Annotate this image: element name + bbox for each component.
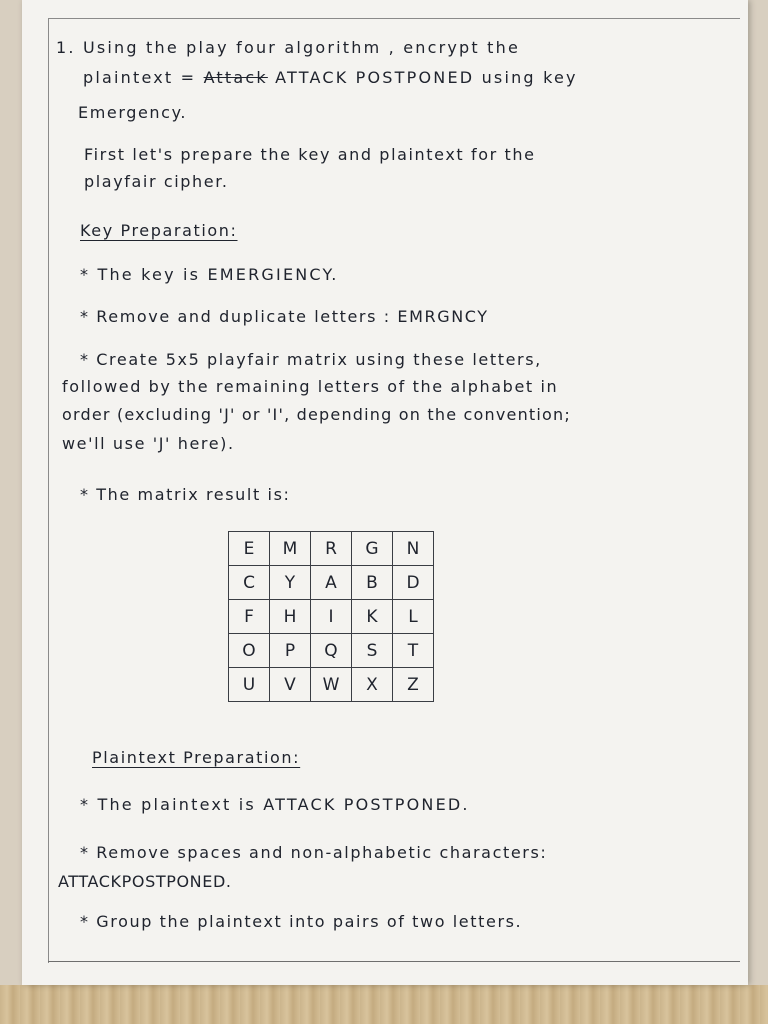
matrix-cell: Y xyxy=(270,566,311,600)
plaintext-value: ATTACK POSTPONED using key xyxy=(267,68,578,87)
create-matrix-line-1: * Create 5x5 playfair matrix using these letters, xyxy=(80,350,542,369)
question-line-3: Emergency. xyxy=(78,103,188,122)
intro-line-1: First let's prepare the key and plaintext for the xyxy=(84,145,536,164)
matrix-row xyxy=(229,634,434,668)
question-line-2 xyxy=(83,68,578,87)
margin-line xyxy=(48,18,49,963)
matrix-cell: E xyxy=(229,532,270,566)
matrix-row xyxy=(229,668,434,702)
matrix-cell: G xyxy=(352,532,393,566)
matrix-cell: Q xyxy=(311,634,352,668)
create-matrix-line-4: we'll use 'J' here). xyxy=(62,434,235,453)
matrix-cell: C xyxy=(229,566,270,600)
matrix-cell: T xyxy=(393,634,434,668)
intro-line-2: playfair cipher. xyxy=(84,172,229,191)
matrix-cell: D xyxy=(393,566,434,600)
matrix-cell: L xyxy=(393,600,434,634)
group-pairs-line: * Group the plaintext into pairs of two letters. xyxy=(80,912,523,931)
plaintext-preparation-heading: Plaintext Preparation: xyxy=(92,748,301,767)
matrix-cell: W xyxy=(311,668,352,702)
joined-plaintext-line: ATTACKPOSTPONED. xyxy=(58,872,232,891)
remove-duplicates-line: * Remove and duplicate letters : EMRGNCY xyxy=(80,307,489,326)
matrix-row xyxy=(229,566,434,600)
key-is-line: * The key is EMERGIENCY. xyxy=(80,265,339,284)
matrix-cell: V xyxy=(270,668,311,702)
matrix-cell: H xyxy=(270,600,311,634)
struck-word: Attack xyxy=(203,68,268,87)
matrix-cell: X xyxy=(352,668,393,702)
create-matrix-line-2: followed by the remaining letters of the alphabet in xyxy=(62,377,559,396)
remove-spaces-line: * Remove spaces and non-alphabetic characters: xyxy=(80,843,548,862)
matrix-row xyxy=(229,600,434,634)
notebook-page xyxy=(22,0,748,985)
matrix-cell: S xyxy=(352,634,393,668)
matrix-cell: B xyxy=(352,566,393,600)
matrix-cell: R xyxy=(311,532,352,566)
top-rule xyxy=(48,18,740,19)
matrix-cell: K xyxy=(352,600,393,634)
matrix-cell: M xyxy=(270,532,311,566)
plaintext-is-line: * The plaintext is ATTACK POSTPONED. xyxy=(80,795,470,814)
matrix-row xyxy=(229,532,434,566)
matrix-cell: N xyxy=(393,532,434,566)
key-preparation-heading: Key Preparation: xyxy=(80,221,238,240)
question-line-1: 1. Using the play four algorithm , encrypt the xyxy=(56,38,521,57)
playfair-matrix xyxy=(228,531,434,702)
matrix-cell: F xyxy=(229,600,270,634)
desk-surface xyxy=(0,985,768,1024)
matrix-result-line: * The matrix result is: xyxy=(80,485,291,504)
matrix-cell: O xyxy=(229,634,270,668)
matrix-cell: U xyxy=(229,668,270,702)
matrix-cell: I xyxy=(311,600,352,634)
matrix-cell: Z xyxy=(393,668,434,702)
plaintext-label: plaintext = xyxy=(83,68,204,87)
matrix-cell: A xyxy=(311,566,352,600)
create-matrix-line-3: order (excluding 'J' or 'I', depending on the convention; xyxy=(62,405,571,424)
matrix-cell: P xyxy=(270,634,311,668)
bottom-rule xyxy=(48,961,740,962)
